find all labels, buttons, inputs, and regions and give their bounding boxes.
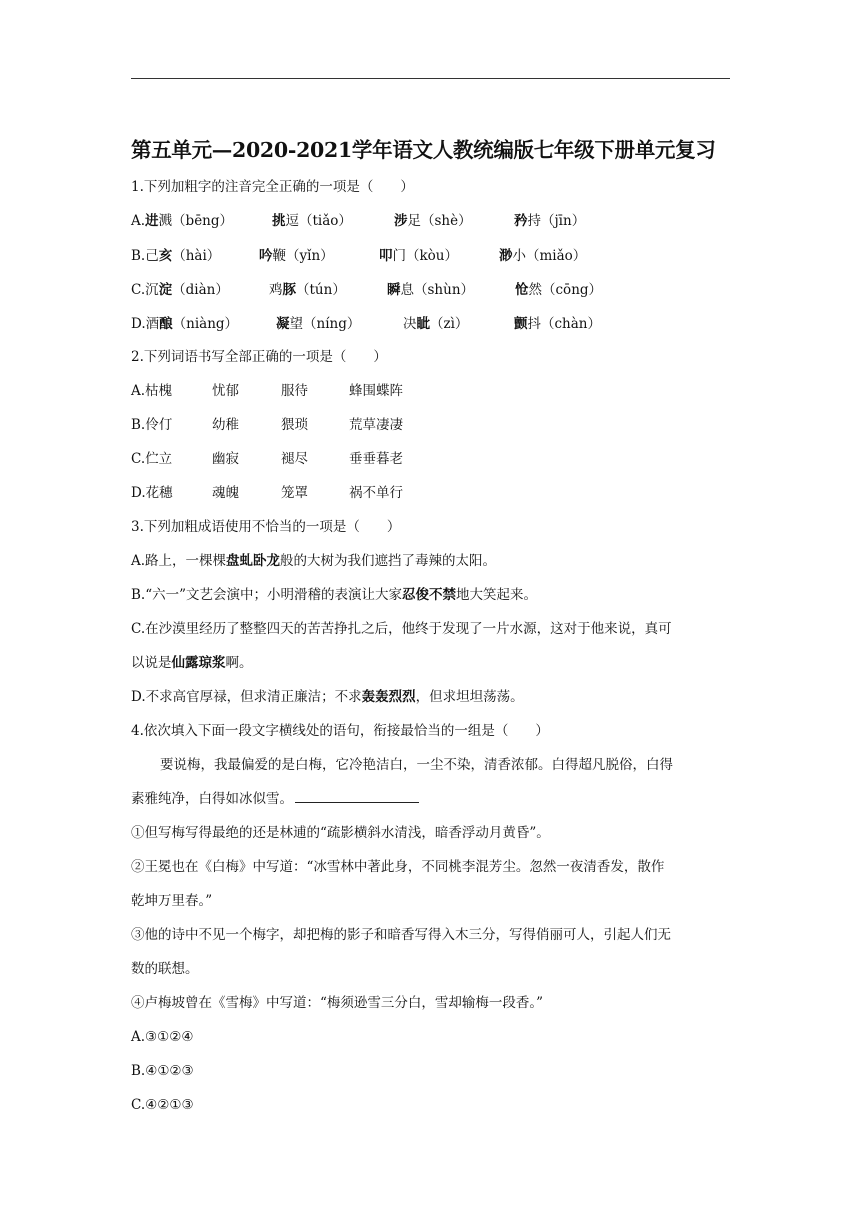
q3-option-d: D.不求高官厚禄，但求清正廉洁；不求轰轰烈烈，但求坦坦荡荡。: [131, 689, 524, 705]
q4-paragraph-line2: 素雅纯净，白得如冰似雪。: [131, 789, 419, 809]
q2-option-a: A.枯槐 忧郁 服待 蜂围蝶阵: [131, 383, 403, 399]
q3-option-a: A.路上，一棵棵盘虬卧龙般的大树为我们遮挡了毒辣的太阳。: [131, 553, 497, 569]
q3-option-c-line1: C.在沙漠里经历了整整四天的苦苦挣扎之后，他终于发现了一片水源，这对于他来说，真可: [131, 621, 672, 637]
q4-sentence-3-line1: ③他的诗中不见一个梅字，却把梅的影子和暗香写得入木三分，写得俏丽可人，引起人们无: [131, 927, 671, 943]
page-title: 第五单元—2020-2021学年语文人教统编版七年级下册单元复习: [131, 138, 716, 162]
q1-option-d: D.酒酿（niàng） 凝望（níng） 决眦（zì） 颤抖（chàn）: [131, 316, 601, 332]
q4-option-b: B.④①②③: [131, 1063, 194, 1079]
q1-option-c: C.沉淀（diàn） 鸡豚（tún） 瞬息（shùn） 怆然（cōng）: [131, 282, 603, 298]
q2-option-d: D.花穗 魂魄 笼罩 祸不单行: [131, 485, 403, 501]
q4-sentence-1: ①但写梅写得最绝的还是林逋的“疏影横斜水清浅，暗香浮动月黄昏”。: [131, 825, 550, 841]
q3-stem: 3.下列加粗成语使用不恰当的一项是（ ）: [131, 519, 401, 535]
q3-option-b: B.“六一”文艺会演中；小明滑稽的表演让大家忍俊不禁地大笑起来。: [131, 587, 538, 603]
q4-sentence-2-line1: ②王冕也在《白梅》中写道：“冰雪林中著此身，不同桃李混芳尘。忽然一夜清香发，散作: [131, 859, 665, 875]
q1-option-a: A.进溅（bēng） 挑逗（tiǎo） 涉足（shè） 矜持（jīn）: [131, 213, 586, 229]
q4-stem: 4.依次填入下面一段文字横线处的语句，衔接最恰当的一组是（ ）: [131, 723, 549, 739]
q4-option-a: A.③①②④: [131, 1029, 194, 1045]
q1-stem: 1.下列加粗字的注音完全正确的一项是（ ）: [131, 179, 414, 195]
q1-option-b: B.己亥（hài） 吟鞭（yǐn） 叩门（kòu） 渺小（miǎo）: [131, 248, 587, 264]
q4-sentence-3-line2: 数的联想。: [131, 961, 199, 977]
q4-paragraph-line1: 要说梅，我最偏爱的是白梅，它冷艳洁白，一尘不染，清香浓郁。白得超凡脱俗，白得: [160, 757, 673, 773]
q3-option-c-line2: 以说是仙露琼浆啊。: [131, 655, 253, 671]
q4-sentence-2-line2: 乾坤万里春。”: [131, 893, 213, 909]
q2-option-c: C.伫立 幽寂 褪尽 垂垂暮老: [131, 451, 403, 467]
q4-sentence-4: ④卢梅坡曾在《雪梅》中写道：“梅须逊雪三分白，雪却输梅一段香。”: [131, 995, 544, 1011]
header-rule: [131, 78, 730, 79]
q4-option-c: C.④②①③: [131, 1097, 194, 1113]
answer-blank: [295, 790, 419, 803]
q2-option-b: B.伶仃 幼稚 猥琐 荒草凄凄: [131, 417, 403, 433]
q2-stem: 2.下列词语书写全部正确的一项是（ ）: [131, 349, 387, 365]
